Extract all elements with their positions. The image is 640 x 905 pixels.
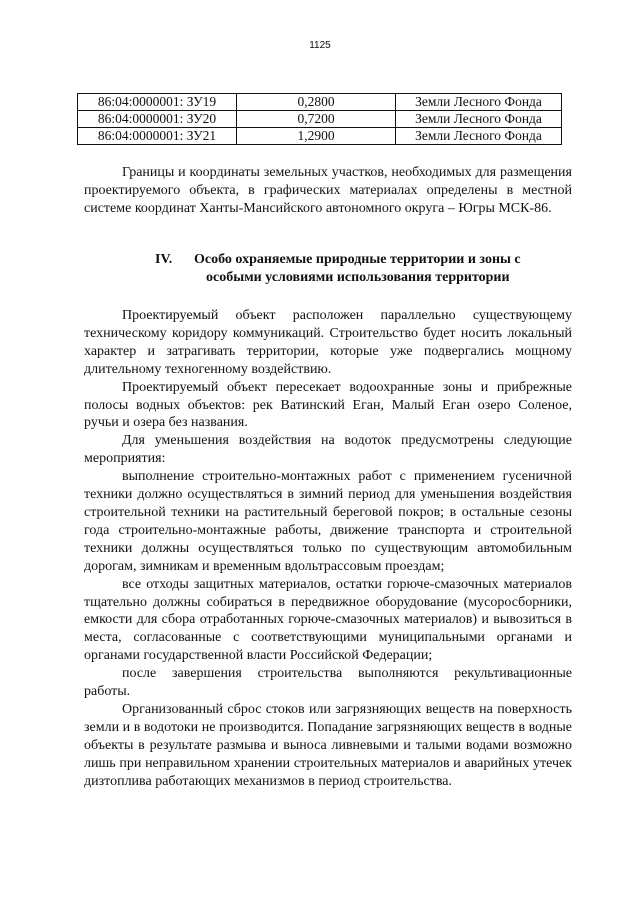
paragraph-measure-winter-works: выполнение строительно-монтажных работ с применением гусеничной техники должно осуществляться в зимний период для уменьшения воздействия строительной техники на растительный береговой покров; в остальные сезоны года строительно-монтажные работы, движение транспорта и строительной техники должны осуществляться только по существующим автомобильным дорогам, зимникам и временным вдольтрассовым проездам;	[84, 469, 572, 574]
section-title-line2: особыми условиями использования территории	[206, 270, 510, 285]
table-cell-area: 0,2800	[237, 94, 396, 111]
table-cell-land-category: Земли Лесного Фонда	[396, 111, 562, 128]
section-number: IV.	[155, 252, 173, 267]
body-text	[84, 307, 572, 790]
table-row	[78, 94, 562, 111]
table-cell-land-category: Земли Лесного Фонда	[396, 94, 562, 111]
paragraph-water-zones: Проектируемый объект пересекает водоохранные зоны и прибрежные полосы водных объектов: рек Ватинский Еган, Малый Еган озеро Соленое, ручьи и озера без названия.	[84, 379, 572, 431]
table-row	[78, 128, 562, 145]
paragraph-measures-intro: Для уменьшения воздействия на водоток предусмотрены следующие мероприятия:	[84, 433, 572, 467]
intro-block	[84, 164, 572, 218]
paragraph-discharge: Организованный сброс стоков или загрязняющих веществ на поверхность земли и в водотоки не производится. Попадание загрязняющих веществ в водные объекты в результате размыва и выноса ливневыми и талыми водами возможно лишь при неправильном хранении строительных материалов и аварийных утечек дизтоплива работающих механизмов в период строительства.	[84, 701, 572, 789]
section-title-line1: Особо охраняемые природные территории и зоны с	[194, 252, 521, 267]
table-cell-area: 1,2900	[237, 128, 396, 145]
paragraph-object-location: Проектируемый объект расположен параллельно существующему техническому коридору коммуникаций. Строительство будет носить локальный характер и затрагивать территории, которые уже подвергались мощному длительному техногенному воздействию.	[84, 308, 572, 377]
page-number: 1125	[309, 40, 331, 51]
table-cell-land-category: Земли Лесного Фонда	[396, 128, 562, 145]
table-cell-cadastral-number: 86:04:0000001: ЗУ19	[78, 94, 237, 111]
table-row	[78, 111, 562, 128]
table-cell-cadastral-number: 86:04:0000001: ЗУ21	[78, 128, 237, 145]
intro-paragraph: Границы и координаты земельных участков, необходимых для размещения проектируемого объекта, в графических материалах определены в местной системе координат Ханты-Мансийского автономного округа – Югры МСК-86.	[84, 165, 572, 216]
table-cell-area: 0,7200	[237, 111, 396, 128]
paragraph-measure-waste: все отходы защитных материалов, остатки горюче-смазочных материалов тщательно должны собираться в передвижное оборудование (мусоросборники, емкости для сбора отработанных горюче-смазочных материалов) и вывозиться в места, согласованные с соответствующими муниципальными органами и органами государственной власти Российской Федерации;	[84, 576, 572, 664]
table-cell-cadastral-number: 86:04:0000001: ЗУ20	[78, 111, 237, 128]
land-plots-table	[77, 93, 562, 145]
paragraph-measure-recultivation: после завершения строительства выполняются рекультивационные работы.	[84, 666, 572, 700]
